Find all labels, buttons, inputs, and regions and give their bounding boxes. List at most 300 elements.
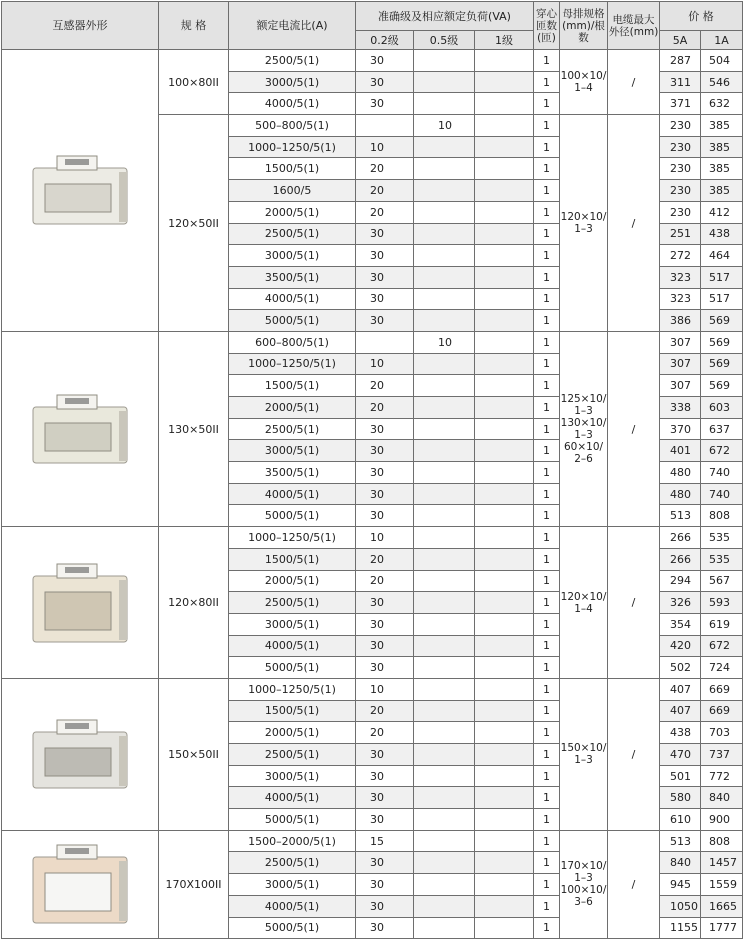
class-1-cell <box>475 700 534 722</box>
price-5a-cell: 513 <box>660 830 701 852</box>
class-1-cell <box>475 657 534 679</box>
cable-cell: / <box>608 331 660 526</box>
class-02-cell <box>356 331 414 353</box>
turns-cell: 1 <box>534 397 560 419</box>
class-05-cell <box>414 418 475 440</box>
price-1a-cell: 840 <box>701 787 743 809</box>
ratio-cell: 4000/5(1) <box>229 483 356 505</box>
class-1-cell <box>475 50 534 72</box>
price-1a-cell: 569 <box>701 310 743 332</box>
price-5a-cell: 480 <box>660 462 701 484</box>
price-1a-cell: 603 <box>701 397 743 419</box>
class-02-cell: 30 <box>356 874 414 896</box>
class-02-cell: 30 <box>356 50 414 72</box>
price-1a-cell: 412 <box>701 201 743 223</box>
turns-cell: 1 <box>534 136 560 158</box>
class-05-cell <box>414 678 475 700</box>
price-5a-cell: 323 <box>660 288 701 310</box>
current-transformer-image-2 <box>2 331 159 526</box>
turns-cell: 1 <box>534 678 560 700</box>
price-5a-cell: 610 <box>660 809 701 831</box>
class-1-cell <box>475 288 534 310</box>
class-02-cell: 30 <box>356 418 414 440</box>
price-5a-cell: 338 <box>660 397 701 419</box>
class-02-cell: 20 <box>356 158 414 180</box>
turns-cell: 1 <box>534 462 560 484</box>
price-1a-cell: 385 <box>701 180 743 202</box>
class-1-cell <box>475 245 534 267</box>
price-5a-cell: 420 <box>660 635 701 657</box>
ratio-cell: 1500/5(1) <box>229 700 356 722</box>
ratio-cell: 4000/5(1) <box>229 93 356 115</box>
price-1a-cell: 569 <box>701 375 743 397</box>
class-05-cell <box>414 548 475 570</box>
class-05-cell <box>414 375 475 397</box>
turns-cell: 1 <box>534 809 560 831</box>
class-05-cell <box>414 158 475 180</box>
class-1-cell <box>475 331 534 353</box>
ratio-cell: 1500/5(1) <box>229 548 356 570</box>
ratio-cell: 2000/5(1) <box>229 397 356 419</box>
price-1a-cell: 385 <box>701 136 743 158</box>
turns-cell: 1 <box>534 201 560 223</box>
header-price: 价 格 <box>660 2 743 31</box>
class-1-cell <box>475 722 534 744</box>
price-5a-cell: 294 <box>660 570 701 592</box>
class-05-cell <box>414 440 475 462</box>
class-02-cell: 30 <box>356 852 414 874</box>
price-5a-cell: 501 <box>660 765 701 787</box>
current-transformer-image-5 <box>2 830 159 938</box>
price-1a-cell: 438 <box>701 223 743 245</box>
class-02-cell: 15 <box>356 830 414 852</box>
ratio-cell: 3000/5(1) <box>229 245 356 267</box>
class-02-cell: 30 <box>356 657 414 679</box>
class-05-cell <box>414 527 475 549</box>
ratio-cell: 3000/5(1) <box>229 765 356 787</box>
price-5a-cell: 1050 <box>660 895 701 917</box>
class-1-cell <box>475 115 534 137</box>
class-05-cell <box>414 93 475 115</box>
price-1a-cell: 619 <box>701 613 743 635</box>
price-5a-cell: 438 <box>660 722 701 744</box>
class-1-cell <box>475 505 534 527</box>
class-1-cell <box>475 765 534 787</box>
price-5a-cell: 407 <box>660 678 701 700</box>
class-1-cell <box>475 71 534 93</box>
ratio-cell: 5000/5(1) <box>229 505 356 527</box>
turns-cell: 1 <box>534 570 560 592</box>
price-1a-cell: 569 <box>701 353 743 375</box>
price-1a-cell: 517 <box>701 288 743 310</box>
turns-cell: 1 <box>534 375 560 397</box>
price-1a-cell: 546 <box>701 71 743 93</box>
class-1-cell <box>475 635 534 657</box>
class-02-cell: 30 <box>356 93 414 115</box>
class-1-cell <box>475 440 534 462</box>
class-05-cell <box>414 700 475 722</box>
price-1a-cell: 1665 <box>701 895 743 917</box>
turns-cell: 1 <box>534 527 560 549</box>
class-05-cell <box>414 722 475 744</box>
class-05-cell <box>414 223 475 245</box>
price-1a-cell: 535 <box>701 527 743 549</box>
class-1-cell <box>475 895 534 917</box>
turns-cell: 1 <box>534 245 560 267</box>
price-1a-cell: 632 <box>701 93 743 115</box>
price-1a-cell: 385 <box>701 115 743 137</box>
busbar-cell: 120×10/ 1–4 <box>560 527 608 679</box>
ratio-cell: 3500/5(1) <box>229 462 356 484</box>
class-05-cell <box>414 201 475 223</box>
class-05-cell <box>414 266 475 288</box>
turns-cell: 1 <box>534 331 560 353</box>
price-5a-cell: 230 <box>660 158 701 180</box>
class-02-cell: 10 <box>356 678 414 700</box>
price-1a-cell: 740 <box>701 483 743 505</box>
class-1-cell <box>475 158 534 180</box>
header-accuracy: 准确级及相应额定负荷(VA) <box>356 2 534 31</box>
price-5a-cell: 230 <box>660 180 701 202</box>
ratio-cell: 3000/5(1) <box>229 874 356 896</box>
price-5a-cell: 287 <box>660 50 701 72</box>
class-05-cell <box>414 635 475 657</box>
price-1a-cell: 669 <box>701 700 743 722</box>
ratio-cell: 2500/5(1) <box>229 592 356 614</box>
class-02-cell: 30 <box>356 895 414 917</box>
class-02-cell: 30 <box>356 505 414 527</box>
turns-cell: 1 <box>534 50 560 72</box>
price-1a-cell: 569 <box>701 331 743 353</box>
turns-cell: 1 <box>534 180 560 202</box>
ratio-cell: 5000/5(1) <box>229 917 356 939</box>
busbar-cell: 120×10/ 1–3 <box>560 115 608 332</box>
class-1-cell <box>475 375 534 397</box>
class-1-cell <box>475 418 534 440</box>
header-shape: 互感器外形 <box>2 2 159 50</box>
class-02-cell: 30 <box>356 71 414 93</box>
product-price-table <box>1 1 743 939</box>
turns-cell: 1 <box>534 505 560 527</box>
price-5a-cell: 470 <box>660 744 701 766</box>
cable-cell: / <box>608 50 660 115</box>
ratio-cell: 2500/5(1) <box>229 418 356 440</box>
class-05-cell <box>414 245 475 267</box>
class-05-cell <box>414 483 475 505</box>
ratio-cell: 4000/5(1) <box>229 787 356 809</box>
turns-cell: 1 <box>534 418 560 440</box>
turns-cell: 1 <box>534 657 560 679</box>
price-1a-cell: 808 <box>701 830 743 852</box>
class-1-cell <box>475 483 534 505</box>
price-1a-cell: 808 <box>701 505 743 527</box>
price-5a-cell: 266 <box>660 527 701 549</box>
price-1a-cell: 740 <box>701 462 743 484</box>
class-1-cell <box>475 744 534 766</box>
turns-cell: 1 <box>534 765 560 787</box>
class-02-cell: 30 <box>356 765 414 787</box>
cable-cell: / <box>608 527 660 679</box>
class-1-cell <box>475 266 534 288</box>
header-class-02: 0.2级 <box>356 31 414 50</box>
price-5a-cell: 580 <box>660 787 701 809</box>
class-05-cell <box>414 71 475 93</box>
price-1a-cell: 593 <box>701 592 743 614</box>
ratio-cell: 4000/5(1) <box>229 895 356 917</box>
price-1a-cell: 464 <box>701 245 743 267</box>
price-1a-cell: 1777 <box>701 917 743 939</box>
ratio-cell: 1000–1250/5(1) <box>229 678 356 700</box>
ratio-cell: 1500/5(1) <box>229 158 356 180</box>
price-1a-cell: 703 <box>701 722 743 744</box>
ratio-cell: 1600/5 <box>229 180 356 202</box>
class-02-cell: 30 <box>356 288 414 310</box>
price-5a-cell: 323 <box>660 266 701 288</box>
class-02-cell <box>356 115 414 137</box>
turns-cell: 1 <box>534 592 560 614</box>
ratio-cell: 5000/5(1) <box>229 809 356 831</box>
price-1a-cell: 737 <box>701 744 743 766</box>
class-05-cell <box>414 397 475 419</box>
class-02-cell: 10 <box>356 353 414 375</box>
class-1-cell <box>475 353 534 375</box>
class-05-cell <box>414 852 475 874</box>
price-5a-cell: 1155 <box>660 917 701 939</box>
price-5a-cell: 230 <box>660 201 701 223</box>
spec-cell: 130×50II <box>159 331 229 526</box>
ratio-cell: 3000/5(1) <box>229 71 356 93</box>
turns-cell: 1 <box>534 874 560 896</box>
turns-cell: 1 <box>534 223 560 245</box>
class-02-cell: 20 <box>356 700 414 722</box>
ratio-cell: 3500/5(1) <box>229 266 356 288</box>
ratio-cell: 2000/5(1) <box>229 722 356 744</box>
price-5a-cell: 502 <box>660 657 701 679</box>
current-transformer-image-3 <box>2 527 159 679</box>
ratio-cell: 4000/5(1) <box>229 635 356 657</box>
class-02-cell: 30 <box>356 635 414 657</box>
class-1-cell <box>475 874 534 896</box>
class-05-cell <box>414 787 475 809</box>
class-05-cell <box>414 744 475 766</box>
price-1a-cell: 724 <box>701 657 743 679</box>
price-1a-cell: 1457 <box>701 852 743 874</box>
class-1-cell <box>475 678 534 700</box>
class-1-cell <box>475 917 534 939</box>
price-5a-cell: 354 <box>660 613 701 635</box>
price-5a-cell: 401 <box>660 440 701 462</box>
class-02-cell: 30 <box>356 592 414 614</box>
class-02-cell: 20 <box>356 375 414 397</box>
price-5a-cell: 311 <box>660 71 701 93</box>
class-1-cell <box>475 809 534 831</box>
class-02-cell: 20 <box>356 722 414 744</box>
header-price-1a: 1A <box>701 31 743 50</box>
class-1-cell <box>475 787 534 809</box>
class-05-cell <box>414 765 475 787</box>
class-1-cell <box>475 462 534 484</box>
price-1a-cell: 772 <box>701 765 743 787</box>
class-05-cell <box>414 136 475 158</box>
ratio-cell: 5000/5(1) <box>229 657 356 679</box>
busbar-cell: 100×10/ 1–4 <box>560 50 608 115</box>
class-05-cell: 10 <box>414 115 475 137</box>
turns-cell: 1 <box>534 266 560 288</box>
cable-cell: / <box>608 830 660 938</box>
ratio-cell: 1000–1250/5(1) <box>229 527 356 549</box>
class-1-cell <box>475 592 534 614</box>
price-5a-cell: 840 <box>660 852 701 874</box>
class-05-cell <box>414 830 475 852</box>
price-1a-cell: 385 <box>701 158 743 180</box>
header-class-1: 1级 <box>475 31 534 50</box>
class-02-cell: 20 <box>356 548 414 570</box>
class-05-cell <box>414 50 475 72</box>
table-row <box>2 678 743 700</box>
table-row <box>2 830 743 852</box>
price-1a-cell: 669 <box>701 678 743 700</box>
class-1-cell <box>475 830 534 852</box>
ratio-cell: 2500/5(1) <box>229 744 356 766</box>
turns-cell: 1 <box>534 115 560 137</box>
ratio-cell: 1000–1250/5(1) <box>229 353 356 375</box>
class-02-cell: 30 <box>356 310 414 332</box>
class-1-cell <box>475 180 534 202</box>
price-1a-cell: 672 <box>701 635 743 657</box>
busbar-cell: 125×10/ 1–3 130×10/ 1–3 60×10/ 2–6 <box>560 331 608 526</box>
turns-cell: 1 <box>534 158 560 180</box>
turns-cell: 1 <box>534 71 560 93</box>
ratio-cell: 5000/5(1) <box>229 310 356 332</box>
turns-cell: 1 <box>534 613 560 635</box>
class-02-cell: 30 <box>356 483 414 505</box>
ratio-cell: 3000/5(1) <box>229 613 356 635</box>
spec-cell: 150×50II <box>159 678 229 830</box>
price-5a-cell: 307 <box>660 353 701 375</box>
ratio-cell: 3000/5(1) <box>229 440 356 462</box>
class-1-cell <box>475 136 534 158</box>
class-1-cell <box>475 397 534 419</box>
table-row <box>2 527 743 549</box>
class-05-cell <box>414 288 475 310</box>
class-05-cell <box>414 570 475 592</box>
turns-cell: 1 <box>534 635 560 657</box>
price-1a-cell: 1559 <box>701 874 743 896</box>
class-02-cell: 30 <box>356 266 414 288</box>
class-02-cell: 30 <box>356 245 414 267</box>
price-5a-cell: 945 <box>660 874 701 896</box>
ratio-cell: 500–800/5(1) <box>229 115 356 137</box>
turns-cell: 1 <box>534 744 560 766</box>
ratio-cell: 1500/5(1) <box>229 375 356 397</box>
price-1a-cell: 637 <box>701 418 743 440</box>
class-1-cell <box>475 223 534 245</box>
class-02-cell: 30 <box>356 744 414 766</box>
class-02-cell: 10 <box>356 136 414 158</box>
class-02-cell: 30 <box>356 440 414 462</box>
cable-cell: / <box>608 678 660 830</box>
price-5a-cell: 326 <box>660 592 701 614</box>
ratio-cell: 600–800/5(1) <box>229 331 356 353</box>
price-1a-cell: 672 <box>701 440 743 462</box>
ratio-cell: 2000/5(1) <box>229 201 356 223</box>
busbar-cell: 170×10/ 1–3 100×10/ 3–6 <box>560 830 608 938</box>
class-02-cell: 30 <box>356 462 414 484</box>
price-5a-cell: 386 <box>660 310 701 332</box>
class-05-cell <box>414 657 475 679</box>
turns-cell: 1 <box>534 917 560 939</box>
price-1a-cell: 567 <box>701 570 743 592</box>
price-5a-cell: 407 <box>660 700 701 722</box>
ratio-cell: 2000/5(1) <box>229 570 356 592</box>
turns-cell: 1 <box>534 483 560 505</box>
current-transformer-image-1 <box>2 50 159 332</box>
class-1-cell <box>475 548 534 570</box>
header-class-05: 0.5级 <box>414 31 475 50</box>
class-05-cell <box>414 895 475 917</box>
current-transformer-image-4 <box>2 678 159 830</box>
price-5a-cell: 272 <box>660 245 701 267</box>
class-05-cell <box>414 592 475 614</box>
price-5a-cell: 251 <box>660 223 701 245</box>
class-02-cell: 30 <box>356 917 414 939</box>
turns-cell: 1 <box>534 700 560 722</box>
class-05-cell <box>414 180 475 202</box>
ratio-cell: 1500–2000/5(1) <box>229 830 356 852</box>
turns-cell: 1 <box>534 722 560 744</box>
ratio-cell: 2500/5(1) <box>229 852 356 874</box>
class-05-cell <box>414 809 475 831</box>
class-05-cell: 10 <box>414 331 475 353</box>
class-02-cell: 30 <box>356 223 414 245</box>
header-busbar: 母排规格(mm)/根数 <box>560 2 608 50</box>
class-1-cell <box>475 570 534 592</box>
class-05-cell <box>414 874 475 896</box>
spec-cell: 170X100II <box>159 830 229 938</box>
turns-cell: 1 <box>534 830 560 852</box>
class-02-cell: 20 <box>356 397 414 419</box>
class-1-cell <box>475 93 534 115</box>
class-1-cell <box>475 201 534 223</box>
class-05-cell <box>414 613 475 635</box>
spec-cell: 120×80II <box>159 527 229 679</box>
spec-cell: 100×80II <box>159 50 229 115</box>
class-02-cell: 20 <box>356 201 414 223</box>
class-1-cell <box>475 310 534 332</box>
price-1a-cell: 504 <box>701 50 743 72</box>
class-1-cell <box>475 613 534 635</box>
price-5a-cell: 370 <box>660 418 701 440</box>
busbar-cell: 150×10/ 1–3 <box>560 678 608 830</box>
turns-cell: 1 <box>534 310 560 332</box>
header-price-5a: 5A <box>660 31 701 50</box>
ratio-cell: 2500/5(1) <box>229 223 356 245</box>
price-5a-cell: 230 <box>660 115 701 137</box>
turns-cell: 1 <box>534 895 560 917</box>
price-1a-cell: 517 <box>701 266 743 288</box>
class-05-cell <box>414 917 475 939</box>
turns-cell: 1 <box>534 787 560 809</box>
ratio-cell: 1000–1250/5(1) <box>229 136 356 158</box>
price-5a-cell: 371 <box>660 93 701 115</box>
ratio-cell: 4000/5(1) <box>229 288 356 310</box>
class-05-cell <box>414 505 475 527</box>
class-05-cell <box>414 310 475 332</box>
turns-cell: 1 <box>534 852 560 874</box>
table-body <box>2 50 743 939</box>
price-1a-cell: 535 <box>701 548 743 570</box>
class-05-cell <box>414 353 475 375</box>
